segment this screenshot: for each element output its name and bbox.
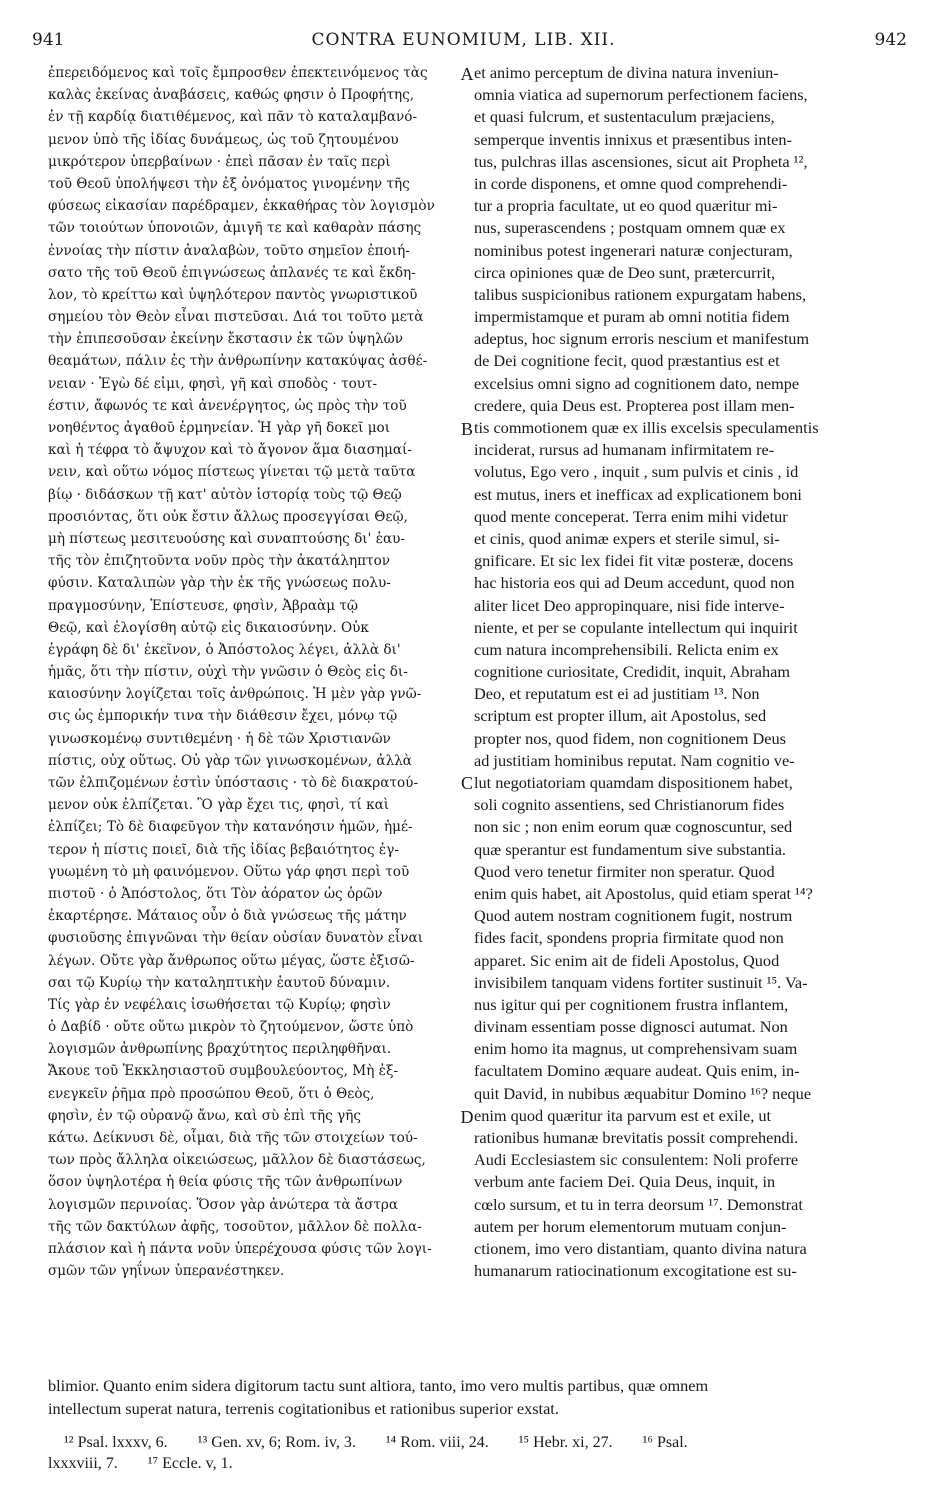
greek-text-line: προσιόντας, ὅτι οὐκ ἔστιν ἄλλως προσεγγίσαι Θεῷ, [48, 508, 408, 525]
latin-text-line: Audi Ecclesiastem sic consulentem: Noli proferre [474, 1150, 799, 1170]
page-header [0, 30, 927, 58]
footnote: ¹⁶ Psal. [642, 1434, 688, 1451]
greek-text-line: λον, τὸ κρείττω καὶ ὑψηλότερον παντὸς γνωριστικοῦ [48, 286, 418, 303]
greek-text-line: νειν, καὶ οὕτω νόμος πίστεως γίνεται τῷ μετὰ ταῦτα [48, 464, 416, 481]
latin-text-line: Quod vero tenetur firmiter non speratur. Quod [474, 861, 775, 881]
greek-text-line: μικρότερον ὑπερβαίνων · ἐπεὶ πᾶσαν ἐν ταῖς περὶ [48, 153, 391, 170]
footnote: lxxxviii, 7. [48, 1455, 118, 1472]
latin-text-line: divinam essentiam posse dignosci autumat. Non [474, 1017, 788, 1037]
greek-text-line: πραγμοσύνην, Ἐπίστευσε, φησὶν, Ἀβραὰμ τῷ [48, 597, 359, 614]
greek-text-line: γινωσκομένῳ συντιθεμένη · ἡ δὲ τῶν Χριστιανῶν [48, 730, 391, 747]
greek-column [48, 62, 460, 1282]
footnote-line [48, 1453, 894, 1474]
greek-text-line: ἐν τῇ καρδίᾳ διατιθέμενος, καὶ πᾶν τὸ καταλαμβανό- [48, 109, 418, 126]
greek-text-line: λογισμῶν περινοίας. Ὅσον γὰρ ἀνώτερα τὰ ἄστρα [48, 1196, 399, 1213]
running-title: CONTRA EUNOMIUM, LIB. XII. [311, 30, 616, 50]
greek-text-line: σατο τῆς τοῦ Θεοῦ ἐπιγνώσεως ἀπλανές τε καὶ ἔκδη- [48, 264, 416, 281]
greek-text-line: τῶν τοιούτων ὑπονοιῶν, ἀμιγῆ τε καὶ καθαρὰν πάσης [48, 220, 422, 237]
greek-text-line: έστιν, ἄφωνός τε καὶ ἀνενέργητος, ὡς πρὸς τὴν τοῦ [48, 397, 407, 414]
latin-text-line: Quod autem nostram cognitionem fugit, nostrum [474, 906, 793, 926]
greek-text-line: ὁ Δαβίδ · οὔτε οὕτω μικρὸν τὸ ζητούμενον, ὥστε ὑπὸ [48, 1019, 414, 1036]
latin-text-line: Deo, et reputatum est ei ad justitiam ¹³. Non [474, 684, 760, 704]
latin-text-line: ad justitiam hominibus reputat. Nam cognitio ve- [474, 750, 795, 770]
latin-text-line: cœlo sursum, et tu in terra deorsum ¹⁷. Demonstrat [474, 1194, 803, 1214]
footnote: ¹⁴ Rom. viii, 24. [385, 1434, 489, 1451]
section-marker-c: C [460, 773, 473, 793]
greek-text-line: καὶ ἡ τέφρα τὸ ἄψυχον καὶ τὸ ἄγονον ἅμα διασημαί- [48, 442, 412, 459]
latin-text-line: tis commotionem quæ ex illis excelsis speculamentis [474, 418, 819, 437]
greek-text-line: θεαμάτων, πάλιν ἐς τὴν ἀνθρωπίνην κατακύψας ἀσθέ- [48, 353, 428, 370]
greek-text-line: Τίς γὰρ ἐν νεφέλαις ἰσωθήσεται τῷ Κυρίῳ; φησὶν [48, 996, 391, 1013]
greek-text-line: σις ὡς ἐμπορικήν τινα τὴν διάθεσιν ἔχει, μόνῳ τῷ [48, 708, 398, 725]
latin-text-line: inciderat, rursus ad humanam infirmitatem re- [474, 440, 775, 460]
greek-text-line: φυσιοῦσης ἐπιγνῶναι τὴν θείαν οὐσίαν δυνατὸν εἶναι [48, 930, 424, 947]
latin-text-line: autem per horum elementorum mutuam conjun- [474, 1216, 787, 1236]
latin-text-line: nus, superascendens ; postquam omnem quæ ex [474, 218, 786, 238]
footnotes [48, 1432, 894, 1474]
latin-text-line: invisibilem tanquam videns fortiter sustinuit ¹⁵. Va- [474, 972, 808, 992]
footnote: ¹⁷ Eccle. v, 1. [147, 1455, 233, 1472]
latin-text-line: lut negotiatoriam quamdam dispositionem habet, [474, 773, 793, 792]
latin-column [474, 62, 888, 1282]
greek-text-line: λέγων. Οὔτε γὰρ ἄνθρωπος οὕτω μέγας, ὥστε ἐξισῶ- [48, 952, 415, 969]
latin-text-line: ctionem, imo vero distantiam, quanto divina natura [474, 1238, 807, 1258]
latin-text-line: tur a propria facultate, ut eo quod quæritur mi- [474, 196, 778, 216]
latin-text-line: in corde disponens, et omne quod comprehendi- [474, 173, 788, 193]
greek-text-line: Θεῷ, καὶ ἐλογίσθη αὐτῷ εἰς δικαιοσύνην. Οὐκ [48, 619, 369, 636]
greek-text-line: φησὶν, ἐν τῷ οὐρανῷ ἄνω, καὶ σὺ ἐπὶ τῆς γῆς [48, 1107, 361, 1124]
footnote: ¹⁵ Hebr. xi, 27. [518, 1434, 613, 1451]
latin-text-line: facultatem Domino æquare audeat. Quis enim, in- [474, 1061, 800, 1081]
latin-full-line: blimior. Quanto enim sidera digitorum tactu sunt altiora, tanto, imo vero multis partibus, quæ omnem [48, 1376, 709, 1395]
greek-text-line: καλὰς ἐκείνας ἀναβάσεις, καθώς φησιν ὁ Προφήτης, [48, 87, 415, 104]
latin-text-line: enim homo ita magnus, ut comprehensivam suam [474, 1039, 798, 1059]
latin-text-line: volutus, Ego vero , inquit , sum pulvis et cinis , id [474, 462, 799, 482]
greek-text-line: καιοσύνην λογίζεται τοῖς ἀνθρώποις. Ἡ μὲν γὰρ γνῶ- [48, 686, 422, 703]
greek-text-line: σαι τῷ Κυρίῳ τὴν καταληπτικὴν ἑαυτοῦ δύναμιν. [48, 974, 391, 991]
latin-text-line: adeptus, hoc signum erroris nescium et manifestum [474, 329, 810, 349]
footnote-line [64, 1432, 894, 1453]
latin-text-line: quit David, in nubibus æquabitur Domino ¹⁶? neque [474, 1083, 812, 1103]
latin-text-line: rationibus humanæ brevitatis possit comprehendi. [474, 1128, 799, 1147]
latin-text-line: de Dei cognitione fecit, quod præstantius est et [474, 351, 780, 371]
greek-text-line: ἐπερειδόμενος καὶ τοῖς ἔμπροσθεν ἐπεκτεινόμενος τὰς [48, 65, 428, 81]
greek-text-line: σμῶν τῶν γηΐνων ὑπερανέστηκεν. [48, 1263, 285, 1280]
page-number-right: 942 [874, 30, 907, 50]
full-width-latin-text [48, 1374, 890, 1420]
footnote: ¹² Psal. lxxxv, 6. [64, 1434, 168, 1451]
greek-text-line: ενεγκεῖν ῥῆμα πρὸ προσώπου Θεοῦ, ὅτι ὁ Θεὸς, [48, 1085, 375, 1102]
greek-text-line: τὴν ἐπιπεσοῦσαν ἐκείνην ἔκστασιν ἐκ τῶν ὑψηλῶν [48, 331, 404, 348]
latin-text-line: enim quod quæritur ita parvum est et exile, ut [474, 1105, 772, 1125]
greek-text-line: τῆς τῶν δακτύλων ἀφῆς, τοσοῦτον, μᾶλλον δὲ πολλα- [48, 1218, 422, 1235]
latin-text-line: nus igitur qui per cognitionem frustra inflantem, [474, 994, 789, 1014]
greek-text-line: τῆς τὸν ἐπιζητοῦντα νοῦν πρὸς τὴν ἀκατάληπτον [48, 553, 391, 570]
greek-text-line: νειαν · Ἐγὼ δέ εἰμι, φησὶ, γῆ καὶ σποδὸς · τουτ- [48, 375, 378, 392]
greek-text-line: μὴ πίστεως μεσιτευούσης καὶ συναπτούσης δι' ἑαυ- [48, 530, 406, 547]
latin-text-line: omnia viatica ad supernorum perfectionem faciens, [474, 85, 808, 105]
latin-text-line: excelsius omni signo ad cognitionem dato, nempe [474, 373, 800, 393]
greek-text-line: ἐγράφη δὲ δι' ἐκεῖνον, ὁ Ἀπόστολος λέγει, ἀλλὰ δι' [48, 641, 401, 658]
greek-text-line: μενον ὑπὸ τῆς ἰδίας δυνάμεως, ὡς τοῦ ζητουμένου [48, 131, 399, 148]
latin-text-line: et animo perceptum de divina natura inveniun- [474, 63, 779, 82]
latin-text-line: non sic ; non enim eorum quæ cognoscuntur, sed [474, 817, 793, 837]
latin-text-line: nominibus potest ingenerari naturæ conjecturam, [474, 240, 793, 260]
latin-full-line: intellectum superat natura, terrenis cogitationibus et rationibus superior exstat. [48, 1399, 559, 1418]
latin-text-line: scriptum est propter illum, ait Apostolus, sed [474, 706, 767, 726]
greek-text-line: γυωμένη τὸ μὴ φαινόμενον. Οὕτω γάρ φησι περὶ τοῦ [48, 863, 410, 880]
greek-text-line: σημείου τὸν Θεὸν εἶναι πιστεῦσαι. Διά τοι τοῦτο μετὰ [48, 309, 424, 326]
latin-text-line: et quasi fulcrum, et sustentaculum præjaciens, [474, 107, 775, 127]
greek-text-line: πιστοῦ · ὁ Ἀπόστολος, ὅτι Τὸν ἀόρατον ὡς ὁρῶν [48, 885, 383, 902]
section-marker-b: B [460, 419, 473, 439]
greek-text-line: ἐκαρτέρησε. Μάταιος οὖν ὁ διὰ γνώσεως τῆς μάτην [48, 908, 407, 925]
greek-text-line: ὅσον ὑψηλοτέρα ἡ θεία φύσις τῆς τῶν ἀνθρωπίνων [48, 1174, 403, 1191]
latin-text-line: talibus suspicionibus rationem expurgatam habens, [474, 284, 807, 304]
latin-text-line: soli cognito assentiens, sed Christianorum fides [474, 795, 785, 815]
latin-text-line: gnificare. Et sic lex fidei fit vitæ posteræ, docens [474, 551, 794, 571]
greek-text-line: πλάσιον καὶ ἡ πάντα νοῦν ὑπερέχουσα φύσις τῶν λογι- [48, 1240, 432, 1257]
latin-text-line: aliter licet Deo appropinquare, nisi fide interve- [474, 595, 785, 615]
latin-text-line: propter nos, quod fidem, non cognitionem Deus [474, 728, 787, 748]
latin-text-line: tus, pulchras illas ascensiones, sicut ait Propheta ¹², [474, 151, 808, 171]
greek-text-line: κάτω. Δείκνυσι δὲ, οἶμαι, διὰ τῆς τῶν στοιχείων τού- [48, 1130, 418, 1146]
latin-text-line: fides facit, spondens propria firmitate quod non [474, 928, 784, 948]
greek-text-line: ἐννοίας τὴν πίστιν ἀναλαβὼν, τοῦτο σημεῖον ἐποιή- [48, 242, 410, 259]
greek-text-line: των πρὸς ἄλληλα οἰκειώσεως, μᾶλλον δὲ διαστάσεως, [48, 1152, 426, 1169]
latin-text-line: humanarum ratiocinationum excogitatione est su- [474, 1261, 797, 1281]
latin-text-line: niente, et per se copulante intellectum qui inquirit [474, 617, 798, 637]
latin-text-line: circa opiniones quæ de Deo sunt, prætercurrit, [474, 262, 776, 282]
section-marker-a: A [460, 64, 474, 84]
latin-text-line: quæ sperantur est fundamentum sive substantia. [474, 839, 786, 859]
latin-text-line: impermistamque et puram ab omni notitia fidem [474, 307, 790, 327]
footnote: ¹³ Gen. xv, 6; Rom. iv, 3. [197, 1434, 356, 1451]
greek-text-line: πίστις, οὐχ οὕτως. Οὐ γὰρ τῶν γινωσκομένων, ἀλλὰ [48, 752, 412, 769]
greek-text-line: τῶν ἐλπιζομένων ἐστὶν ὑπόστασις · τὸ δὲ διακρατού- [48, 775, 419, 791]
latin-text-line: verbum ante faciem Dei. Quia Deus, inquit, in [474, 1172, 776, 1192]
latin-text-line: quod mente conceperat. Terra enim mihi videtur [474, 506, 788, 526]
latin-text-line: enim quis habet, ait Apostolus, quid etiam sperat ¹⁴? [474, 883, 813, 903]
latin-text-line: apparet. Sic enim ait de fideli Apostolus, Quod [474, 950, 780, 970]
section-marker-d: D [460, 1107, 474, 1127]
greek-text-line: φύσεως εἰκασίαν παρέδραμεν, ἐκκαθήρας τὸν λογισμὸν [48, 198, 435, 215]
greek-text-line: ἐλπίζει; Τὸ δὲ διαφεῦγον τὴν κατανόησιν ἡμῶν, ἡμέ- [48, 819, 413, 836]
greek-text-line: τερον ἡ πίστις ποιεῖ, διὰ τῆς ἰδίας βεβαιότητος ἐγ- [48, 841, 399, 858]
latin-text-line: credere, quia Deus est. Propterea post illam men- [474, 395, 795, 415]
greek-text-line: νοηθέντος ἀγαθοῦ ἑρμηνείαν. Ἡ γὰρ γῆ δοκεῖ μοι [48, 420, 391, 436]
greek-text-line: βίῳ · διδάσκων τῇ κατ' αὐτὸν ἱστορίᾳ τοὺς τῷ Θεῷ [48, 486, 402, 503]
latin-text-line: cum natura incomprehensibili. Relicta enim ex [474, 639, 779, 659]
latin-text-line: cognitione curiositate, Credidit, inquit, Abraham [474, 662, 791, 682]
latin-text-line: et cinis, quod animæ expers et sterile simul, si- [474, 528, 780, 548]
greek-text-line: λογισμῶν ἀνθρωπίνης βραχύτητος περιληφθῆναι. [48, 1041, 392, 1058]
greek-text-line: τοῦ Θεοῦ ὑπολήψεσι τὴν ἐξ ὀνόματος γινομένην τῆς [48, 175, 410, 192]
latin-text-line: hac historia eos qui ad Deum accedunt, quod non [474, 573, 795, 593]
latin-text-line: semperque inventis innixus et præsentibus inten- [474, 129, 792, 149]
greek-text-line: ἡμᾶς, ὅτι τὴν πίστιν, οὐχὶ τὴν γνῶσιν ὁ Θεὸς εἰς δι- [48, 664, 408, 681]
page-number-left: 941 [32, 30, 65, 50]
latin-text-line: est mutus, iners et inefficax ad explicationem boni [474, 484, 802, 504]
greek-text-line: φύσιν. Καταλιπὼν γὰρ τὴν ἐκ τῆς γνώσεως πολυ- [48, 575, 391, 592]
greek-text-line: Ἄκουε τοῦ Ἐκκλησιαστοῦ συμβουλεύοντος, Μὴ ἐξ- [48, 1063, 399, 1080]
greek-text-line: μενον οὐκ ἐλπίζεται. Ὃ γὰρ ἔχει τις, φησὶ, τί καὶ [48, 797, 390, 814]
